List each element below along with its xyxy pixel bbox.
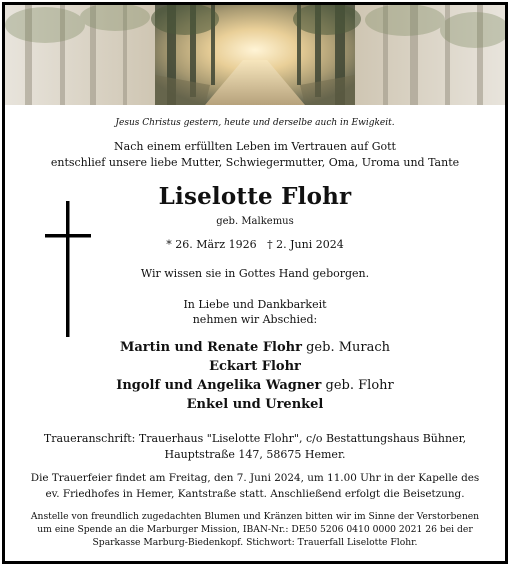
donation-note-line-1: Anstelle von freundlich zugedachten Blumen und Kränzen bitten wir im Sinne der Verstorbenen: [30, 511, 480, 522]
mourner-names: Eckart Flohr: [209, 359, 301, 374]
funeral-service-line-1: Die Trauerfeier findet am Freitag, den 7. Juni 2024, um 11.00 Uhr in der Kapelle des: [30, 472, 480, 484]
mourning-address-line-1: Traueranschrift: Trauerhaus "Liselotte Flohr", c/o Bestattungshaus Bühner,: [43, 432, 467, 445]
intro-text-line-1: Nach einem erfüllten Leben im Vertrauen auf Gott: [114, 140, 396, 153]
mourner-birth-name: geb. Flohr: [321, 378, 394, 393]
forest-path-banner: [5, 5, 505, 105]
funeral-service-line-2: ev. Friedhofes in Hemer, Kantstraße statt. Anschließend erfolgt die Beisetzung.: [45, 488, 465, 500]
forest-path-image: [5, 5, 505, 105]
birth-name: geb. Malkemus: [216, 216, 294, 227]
donation-note-line-2: um eine Spende an die Marburger Mission, IBAN-Nr.: DE50 5206 0410 0000 2021 26 bei der: [37, 524, 473, 535]
mourner-entry: [5, 397, 505, 412]
farewell-line-2: nehmen wir Abschied:: [192, 313, 318, 326]
mourner-birth-name: geb. Murach: [301, 340, 391, 355]
donation-note-line-3: Sparkasse Marburg-Biedenkopf. Stichwort: Trauerfall Liselotte Flohr.: [92, 537, 418, 548]
mourner-names: Ingolf und Angelika Wagner: [116, 378, 322, 393]
life-dates: * 26. März 1926 † 2. Juni 2024: [166, 238, 344, 251]
mourner-entry: [5, 378, 505, 393]
mourner-names: Martin und Renate Flohr: [119, 340, 302, 355]
mourner-entry: [5, 340, 505, 355]
mourner-entry: [5, 359, 505, 374]
mourner-names: Enkel und Urenkel: [186, 397, 324, 412]
obituary-notice: [2, 2, 508, 564]
faith-statement: Wir wissen sie in Gottes Hand geborgen.: [140, 267, 370, 280]
bible-quote: Jesus Christus gestern, heute und derselbe auch in Ewigkeit.: [115, 118, 395, 128]
mourning-address-line-2: Hauptstraße 147, 58675 Hemer.: [164, 448, 346, 461]
deceased-name: Liselotte Flohr: [158, 183, 352, 210]
farewell-line-1: In Liebe und Dankbarkeit: [183, 298, 327, 311]
intro-text-line-2: entschlief unsere liebe Mutter, Schwiegermutter, Oma, Uroma und Tante: [50, 156, 460, 169]
